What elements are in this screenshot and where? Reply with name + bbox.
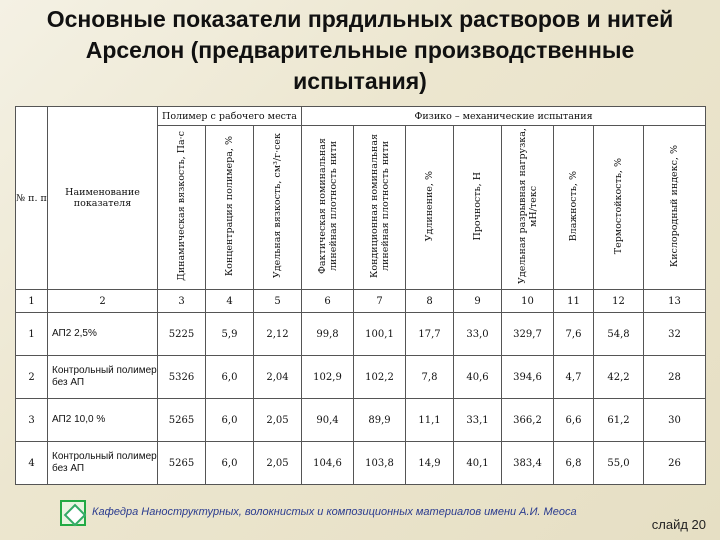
col-header-7: Кондиционная номинальная линейная плотность нити [354, 126, 406, 290]
value-cell: 33,0 [454, 313, 502, 356]
col-header-9: Прочность, Н [454, 126, 502, 290]
value-cell: 2,04 [254, 356, 302, 399]
index-cell: 10 [502, 290, 554, 313]
footer-department: Кафедра Наноструктурных, волокнистых и композиционных материалов имени А.И. Меоса [92, 506, 577, 518]
col-header-8: Удлинение, % [406, 126, 454, 290]
value-cell: 5326 [158, 356, 206, 399]
value-cell: 32 [644, 313, 706, 356]
value-cell: 40,1 [454, 442, 502, 485]
value-cell: 89,9 [354, 399, 406, 442]
value-cell: 55,0 [594, 442, 644, 485]
value-cell: 7,6 [554, 313, 594, 356]
index-cell: 3 [158, 290, 206, 313]
value-cell: 90,4 [302, 399, 354, 442]
row-number: 1 [16, 313, 48, 356]
row-name: Контрольный полимер без АП [48, 356, 158, 399]
page-title: Основные показатели прядильных растворов и нитей Арселон (предварительные производственные испытания) [46, 6, 674, 94]
index-cell: 1 [16, 290, 48, 313]
index-cell: 2 [48, 290, 158, 313]
row-name: АП2 10,0 % [48, 399, 158, 442]
value-cell: 2,05 [254, 442, 302, 485]
value-cell: 104,6 [302, 442, 354, 485]
value-cell: 42,2 [594, 356, 644, 399]
value-cell: 6,0 [206, 356, 254, 399]
table-row [16, 399, 706, 442]
col-header-3: Динамическая вязкость, Па·с [158, 126, 206, 290]
col-num-header: № п. п [16, 107, 48, 290]
index-cell: 4 [206, 290, 254, 313]
value-cell: 54,8 [594, 313, 644, 356]
value-cell: 102,9 [302, 356, 354, 399]
slide-number: слайд 20 [651, 517, 706, 532]
group-polymer-header: Полимер с рабочего места [158, 107, 302, 126]
value-cell: 5225 [158, 313, 206, 356]
row-number: 2 [16, 356, 48, 399]
value-cell: 40,6 [454, 356, 502, 399]
value-cell: 100,1 [354, 313, 406, 356]
value-cell: 99,8 [302, 313, 354, 356]
group-phys-header: Физико – механические испытания [302, 107, 706, 126]
index-cell: 6 [302, 290, 354, 313]
table-row [16, 313, 706, 356]
value-cell: 5265 [158, 442, 206, 485]
index-cell: 9 [454, 290, 502, 313]
value-cell: 30 [644, 399, 706, 442]
table-row [16, 356, 706, 399]
value-cell: 6,0 [206, 399, 254, 442]
col-header-5: Удельная вязкость, см³/г·сек [254, 126, 302, 290]
value-cell: 102,2 [354, 356, 406, 399]
value-cell: 17,7 [406, 313, 454, 356]
value-cell: 383,4 [502, 442, 554, 485]
value-cell: 11,1 [406, 399, 454, 442]
value-cell: 5,9 [206, 313, 254, 356]
col-header-10: Удельная разрывная нагрузка, мН/текс [502, 126, 554, 290]
value-cell: 4,7 [554, 356, 594, 399]
value-cell: 61,2 [594, 399, 644, 442]
value-cell: 329,7 [502, 313, 554, 356]
row-number: 3 [16, 399, 48, 442]
value-cell: 14,9 [406, 442, 454, 485]
index-cell: 5 [254, 290, 302, 313]
col-header-4: Концентрация полимера, % [206, 126, 254, 290]
value-cell: 5265 [158, 399, 206, 442]
value-cell: 394,6 [502, 356, 554, 399]
index-cell: 11 [554, 290, 594, 313]
value-cell: 7,8 [406, 356, 454, 399]
value-cell: 28 [644, 356, 706, 399]
value-cell: 6,6 [554, 399, 594, 442]
value-cell: 2,05 [254, 399, 302, 442]
value-cell: 103,8 [354, 442, 406, 485]
data-table-wrapper [15, 106, 705, 485]
department-logo [60, 500, 86, 526]
row-name: АП2 2,5% [48, 313, 158, 356]
col-header-13: Кислородный индекс, % [644, 126, 706, 290]
col-header-6: Фактическая номинальная линейная плотность нити [302, 126, 354, 290]
value-cell: 26 [644, 442, 706, 485]
col-header-11: Влажность, % [554, 126, 594, 290]
row-number: 4 [16, 442, 48, 485]
value-cell: 33,1 [454, 399, 502, 442]
value-cell: 366,2 [502, 399, 554, 442]
table-row [16, 442, 706, 485]
indicators-table [15, 106, 706, 485]
col-name-header: Наименование показателя [48, 107, 158, 290]
index-cell: 8 [406, 290, 454, 313]
index-cell: 13 [644, 290, 706, 313]
value-cell: 6,8 [554, 442, 594, 485]
index-cell: 7 [354, 290, 406, 313]
row-name: Контрольный полимер без АП [48, 442, 158, 485]
value-cell: 6,0 [206, 442, 254, 485]
index-cell: 12 [594, 290, 644, 313]
value-cell: 2,12 [254, 313, 302, 356]
col-header-12: Термостойкость, % [594, 126, 644, 290]
